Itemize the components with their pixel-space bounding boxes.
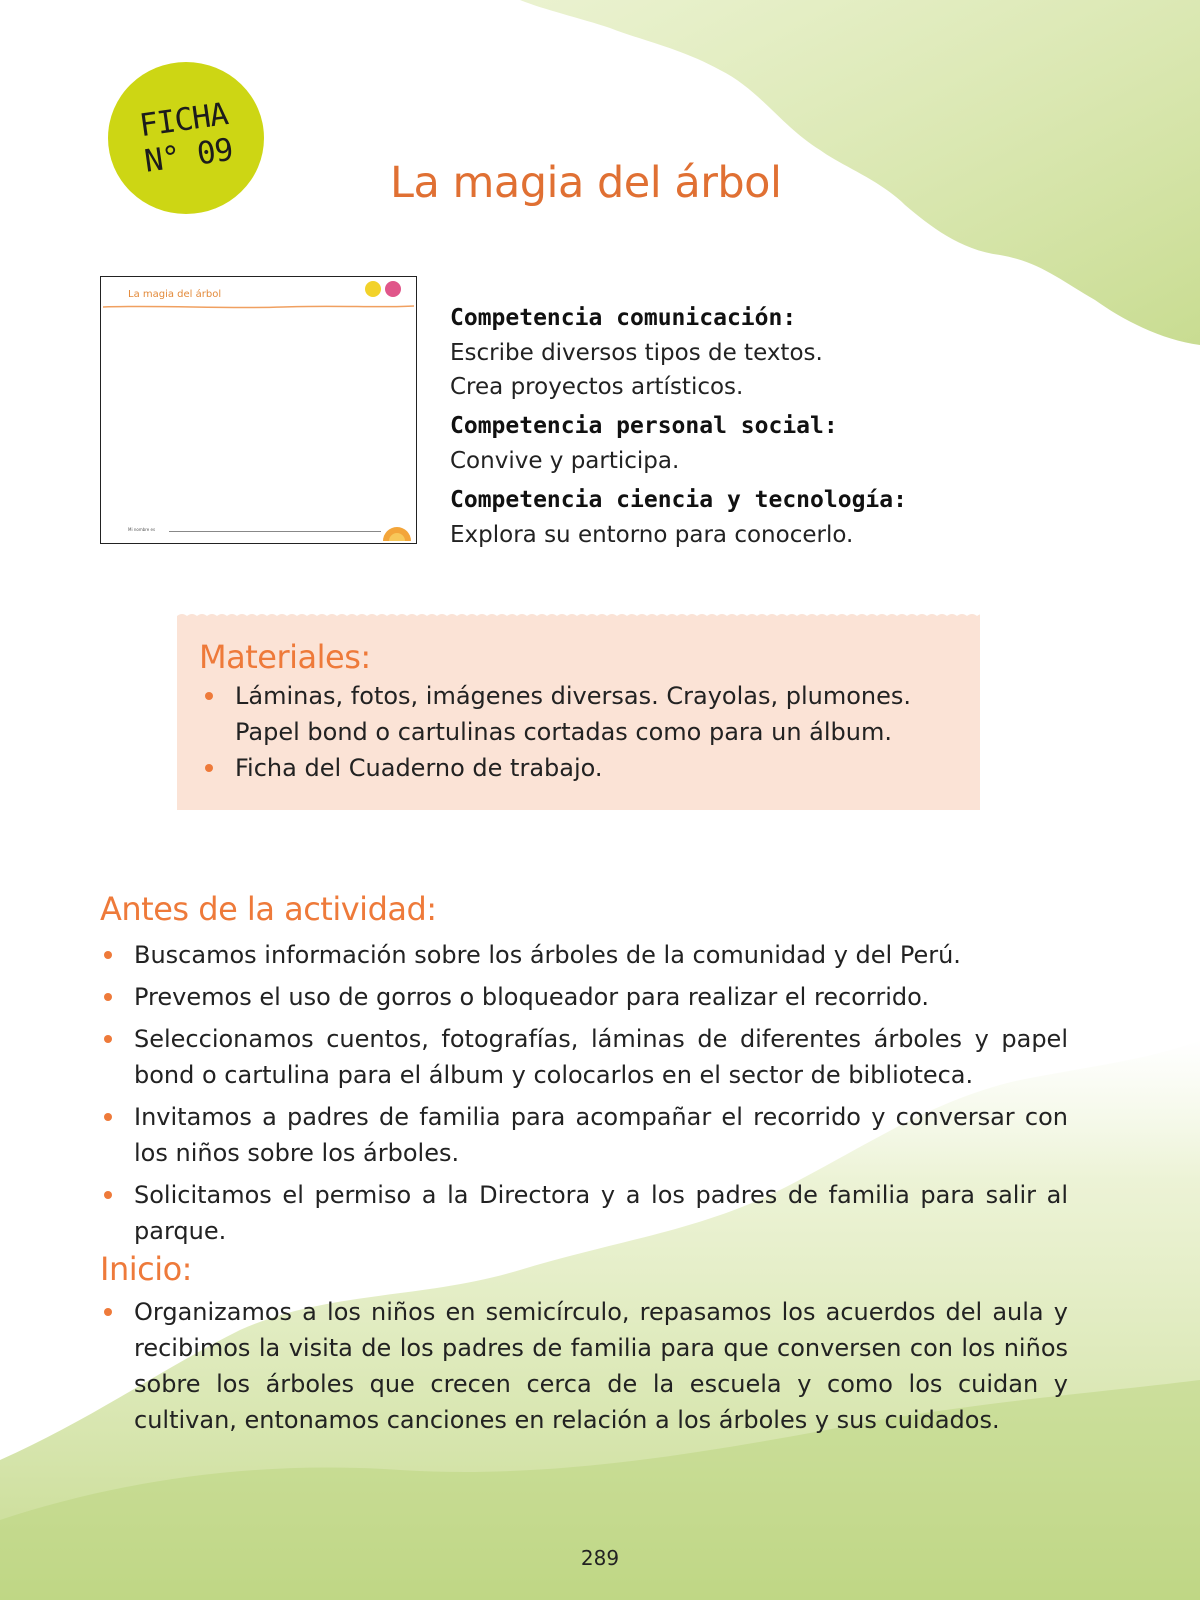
- bullet-icon: [104, 951, 112, 959]
- competency-line: Convive y participa.: [450, 448, 680, 474]
- sun-icon: [379, 519, 415, 541]
- competency-heading: Competencia ciencia y tecnología:: [450, 487, 907, 513]
- antes-list: [98, 937, 1068, 1255]
- list-item: [199, 750, 939, 786]
- list-item-text: Láminas, fotos, imágenes diversas. Crayolas, plumones. Papel bond o cartulinas cortadas como para un álbum.: [235, 682, 912, 746]
- ficha-label: FICHA: [137, 96, 230, 145]
- page-number: 289: [580, 1546, 620, 1570]
- antes-heading: Antes de la actividad:: [100, 890, 437, 928]
- ficha-badge-text: [104, 91, 269, 184]
- scalloped-edge: [177, 612, 980, 622]
- list-item: [98, 1099, 1068, 1171]
- competencies: [450, 300, 1050, 556]
- competency-line: Crea proyectos artísticos.: [450, 374, 744, 400]
- bullet-icon: [104, 1191, 112, 1199]
- list-item-text: Ficha del Cuaderno de trabajo.: [235, 754, 603, 782]
- materials-heading: Materiales:: [199, 638, 371, 676]
- list-item-text: Organizamos a los niños en semicírculo, repasamos los acuerdos del aula y recibimos la visita de los padres de familia para que conversen con los niños sobre los árboles que crecen cerca de la escuela y como los cuidan y cultivan, entonamos canciones en relación a los árboles y sus cuidados.: [134, 1298, 1068, 1434]
- thumbnail-title: La magia del árbol: [128, 289, 222, 300]
- competency-line: Escribe diversos tipos de textos.: [450, 340, 823, 366]
- bullet-icon: [205, 692, 213, 700]
- list-item: [98, 1294, 1068, 1438]
- bullet-icon: [104, 1035, 112, 1043]
- list-item-text: Solicitamos el permiso a la Directora y a los padres de familia para salir al parque.: [134, 1181, 1068, 1245]
- materials-list: [199, 678, 939, 786]
- bullet-icon: [104, 993, 112, 1001]
- competency-heading: Competencia comunicación:: [450, 305, 797, 331]
- competency-heading: Competencia personal social:: [450, 413, 838, 439]
- thumbnail-name-label: Mi nombre es: [128, 527, 156, 532]
- competency-personal-social: [450, 408, 1050, 478]
- competency-ciencia-tecnologia: [450, 482, 1050, 552]
- pink-character-icon: [385, 281, 401, 297]
- list-item-text: Seleccionamos cuentos, fotografías, láminas de diferentes árboles y papel bond o cartulina para el álbum y colocarlos en el sector de biblioteca.: [134, 1025, 1068, 1089]
- competency-comunicacion: [450, 300, 1050, 404]
- competency-line: Explora su entorno para conocerlo.: [450, 522, 854, 548]
- bullet-icon: [205, 764, 213, 772]
- list-item: [98, 979, 1068, 1015]
- list-item-text: Prevemos el uso de gorros o bloqueador para realizar el recorrido.: [134, 983, 930, 1011]
- list-item: [98, 1177, 1068, 1249]
- bullet-icon: [104, 1308, 112, 1316]
- thumbnail-name-line: [169, 531, 381, 532]
- list-item: [199, 678, 939, 750]
- list-item: [98, 1021, 1068, 1093]
- worksheet-thumbnail: [100, 276, 417, 544]
- list-item-text: Invitamos a padres de familia para acompañar el recorrido y conversar con los niños sobre los árboles.: [134, 1103, 1068, 1167]
- materials-box: [177, 620, 980, 810]
- inicio-heading: Inicio:: [100, 1250, 192, 1288]
- orange-wave-divider: [103, 305, 414, 309]
- inicio-list: [98, 1294, 1068, 1438]
- bullet-icon: [104, 1113, 112, 1121]
- list-item-text: Buscamos información sobre los árboles de la comunidad y del Perú.: [134, 941, 961, 969]
- ficha-badge: [108, 62, 264, 214]
- page-title: La magia del árbol: [390, 158, 782, 208]
- yellow-character-icon: [365, 281, 381, 297]
- list-item: [98, 937, 1068, 973]
- ficha-number: N° 09: [142, 131, 235, 180]
